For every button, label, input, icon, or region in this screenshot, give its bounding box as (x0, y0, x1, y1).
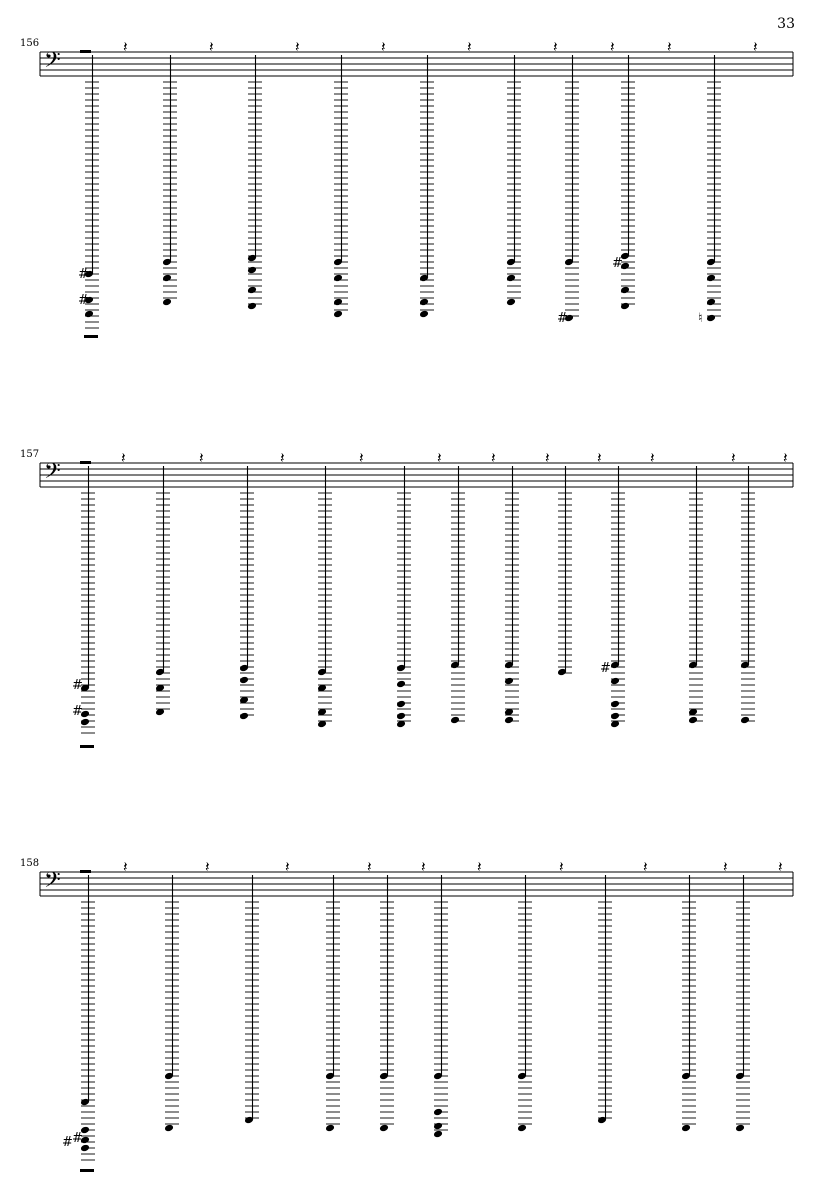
quarter-rest-icon: 𝄽 (295, 38, 300, 56)
sharp-icon: # (557, 311, 568, 326)
sharp-icon: # (62, 1135, 73, 1150)
measure-number: 158 (20, 858, 40, 869)
notehead (162, 274, 172, 283)
quarter-rest-icon: 𝄽 (731, 449, 736, 467)
notehead (610, 677, 620, 686)
quarter-rest-icon: 𝄽 (553, 38, 558, 56)
quarter-rest-icon: 𝄽 (285, 858, 290, 876)
notehead (333, 298, 343, 307)
half-rest (80, 461, 91, 464)
sharp-icon: # (72, 1131, 83, 1146)
whole-rest-low (84, 335, 98, 338)
notehead (433, 1122, 443, 1131)
notehead (735, 1124, 745, 1133)
quarter-rest-icon: 𝄽 (667, 38, 672, 56)
notehead (84, 310, 94, 319)
quarter-rest-icon: 𝄽 (121, 449, 126, 467)
bass-clef-icon: 𝄢 (44, 48, 61, 78)
half-rest (80, 50, 91, 53)
notehead (379, 1124, 389, 1133)
notehead (162, 298, 172, 307)
quarter-rest-icon: 𝄽 (753, 38, 758, 56)
measure-number: 156 (20, 38, 40, 49)
notehead (517, 1124, 527, 1133)
quarter-rest-icon: 𝄽 (559, 858, 564, 876)
quarter-rest-icon: 𝄽 (778, 858, 783, 876)
notehead (325, 1124, 335, 1133)
notehead (740, 716, 750, 725)
notehead (333, 274, 343, 283)
page-number: 33 (777, 16, 795, 32)
quarter-rest-icon: 𝄽 (610, 38, 615, 56)
notehead (419, 298, 429, 307)
notehead (433, 1130, 443, 1139)
whole-rest-low (80, 1169, 94, 1172)
sharp-icon: # (600, 661, 611, 676)
quarter-rest-icon: 𝄽 (367, 858, 372, 876)
bass-clef-icon: 𝄢 (44, 868, 61, 898)
sharp-icon: # (78, 267, 89, 282)
quarter-rest-icon: 𝄽 (643, 858, 648, 876)
notehead (433, 1108, 443, 1117)
notehead (706, 298, 716, 307)
notehead (247, 286, 257, 295)
quarter-rest-icon: 𝄽 (437, 449, 442, 467)
quarter-rest-icon: 𝄽 (123, 38, 128, 56)
quarter-rest-icon: 𝄽 (545, 449, 550, 467)
notehead (506, 298, 516, 307)
quarter-rest-icon: 𝄽 (467, 38, 472, 56)
notehead (247, 302, 257, 311)
notehead (396, 712, 406, 721)
quarter-rest-icon: 𝄽 (650, 449, 655, 467)
sharp-icon: # (78, 293, 89, 308)
quarter-rest-icon: 𝄽 (199, 449, 204, 467)
quarter-rest-icon: 𝄽 (477, 858, 482, 876)
quarter-rest-icon: 𝄽 (123, 858, 128, 876)
notehead (706, 314, 716, 323)
notehead (504, 677, 514, 686)
sharp-icon: # (72, 704, 83, 719)
notehead (419, 310, 429, 319)
notehead (396, 700, 406, 709)
notehead (610, 700, 620, 709)
notehead (506, 274, 516, 283)
notehead (333, 310, 343, 319)
notehead (247, 266, 257, 275)
quarter-rest-icon: 𝄽 (491, 449, 496, 467)
notehead (706, 274, 716, 283)
sharp-icon: # (72, 678, 83, 693)
quarter-rest-icon: 𝄽 (421, 858, 426, 876)
quarter-rest-icon: 𝄽 (205, 858, 210, 876)
natural-icon: ♮ (698, 311, 703, 326)
quarter-rest-icon: 𝄽 (381, 38, 386, 56)
quarter-rest-icon: 𝄽 (597, 449, 602, 467)
notehead (239, 712, 249, 721)
measure-number: 157 (20, 449, 40, 460)
notehead (610, 712, 620, 721)
notehead (450, 716, 460, 725)
notehead (681, 1124, 691, 1133)
half-rest (80, 870, 91, 873)
quarter-rest-icon: 𝄽 (280, 449, 285, 467)
notehead (620, 286, 630, 295)
quarter-rest-icon: 𝄽 (359, 449, 364, 467)
notehead (396, 680, 406, 689)
notehead (504, 716, 514, 725)
quarter-rest-icon: 𝄽 (723, 858, 728, 876)
whole-rest-low (80, 745, 94, 748)
quarter-rest-icon: 𝄽 (783, 449, 788, 467)
bass-clef-icon: 𝄢 (44, 459, 61, 489)
notehead (164, 1124, 174, 1133)
quarter-rest-icon: 𝄽 (209, 38, 214, 56)
sharp-icon: # (612, 256, 623, 271)
notehead (688, 716, 698, 725)
notehead (239, 676, 249, 685)
notehead (80, 718, 90, 727)
notehead (620, 302, 630, 311)
